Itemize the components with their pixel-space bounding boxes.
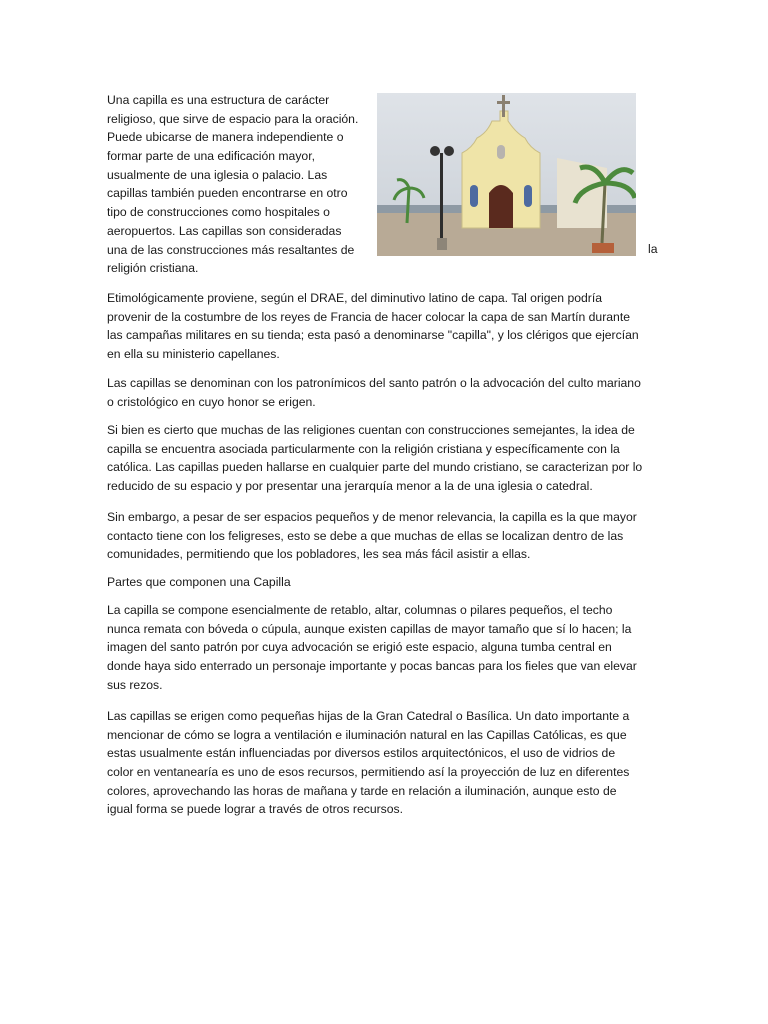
text-line: capilla se encuentra asociada particularmente con la religión cristiana y específicamente con la: [107, 441, 620, 456]
text-line: capillas también pueden encontrarse en otro: [107, 186, 348, 201]
text-line: o cristológico en cuyo honor se erigen.: [107, 394, 316, 409]
text-line: Partes que componen una Capilla: [107, 575, 291, 589]
text-line: las campañas militares en su tienda; esta pasó a denominarse "capilla", y los clérigos que ejercían: [107, 328, 639, 343]
text-line: La capilla se compone esencialmente de retablo, altar, columnas o pilares pequeños, el techo: [107, 603, 613, 617]
parts-paragraph: [107, 601, 667, 694]
text-line: igual forma se puede lograr a través de otros recursos.: [107, 802, 404, 817]
naming-paragraph: [107, 374, 667, 411]
section-heading: [107, 573, 667, 592]
text-line: Puede ubicarse de manera independiente o: [107, 130, 344, 145]
text-line: usualmente de una iglesia o palacio. Las: [107, 167, 328, 182]
text-line: religioso, que sirve de espacio para la oración.: [107, 111, 359, 126]
text-line: donde haya sido enterrado un personaje importante y pocas bancas para los fieles que van elevar: [107, 659, 637, 674]
text-line: Una capilla es una estructura de carácter: [107, 93, 330, 107]
text-line: formar parte de una edificación mayor,: [107, 149, 315, 164]
text-line: religión cristiana.: [107, 261, 199, 276]
etymology-paragraph: [107, 289, 667, 364]
text-line: Etimológicamente proviene, según el DRAE, del diminutivo latino de capa. Tal origen podría: [107, 291, 603, 305]
text-line: tipo de construcciones como hospitales o: [107, 205, 330, 220]
text-line: sus rezos.: [107, 677, 163, 692]
text-line: Las capillas se erigen como pequeñas hijas de la Gran Catedral o Basílica. Un dato importante a: [107, 709, 630, 723]
community-paragraph: [107, 508, 667, 564]
text-line: aeropuertos. Las capillas son consideradas: [107, 223, 342, 238]
text-line: en ella su ministerio capellanes.: [107, 347, 280, 362]
text-line: una de las construcciones más resaltantes de: [107, 242, 355, 257]
chapel-photo: [377, 93, 636, 256]
text-line: católica. Las capillas pueden hallarse en cualquier parte del mundo cristiano, se caracterizan por lo: [107, 460, 643, 475]
light-paragraph: [107, 707, 667, 819]
text-line: colores, aprovechando las horas de mañana y tarde en relación a iluminación, aunque esto de: [107, 783, 617, 798]
text-line: comunidades, permitiendo que los pobladores, les sea más fácil asistir a ellas.: [107, 547, 531, 562]
intro-trailing-word: la: [648, 242, 658, 256]
text-line: estas usualmente están influenciadas por diversos estilos arquitectónicos, el uso de vidrios de: [107, 746, 616, 761]
religion-paragraph: [107, 421, 667, 496]
text-line: reducido de su espacio y por presentar una jerarquía menor a la de una iglesia o catedral.: [107, 479, 593, 494]
text-line: contacto tiene con los feligreses, esto se debe a que muchas de ellas se localizan dentro de las: [107, 528, 624, 543]
text-line: Sin embargo, a pesar de ser espacios pequeños y de menor relevancia, la capilla es la que mayor: [107, 510, 637, 524]
text-line: provenir de la costumbre de los reyes de Francia de hacer colocar la capa de san Martín durante: [107, 309, 630, 324]
text-line: mencionar de cómo se logra a ventilación e iluminación natural en las Capillas Católicas, es que: [107, 727, 627, 742]
text-line: nunca remata con bóveda o cúpula, aunque existen capillas de mayor tamaño que sí lo hacen; la: [107, 621, 632, 636]
text-line: Las capillas se denominan con los patronímicos del santo patrón o la advocación del culto mariano: [107, 376, 641, 390]
text-line: Si bien es cierto que muchas de las religiones cuentan con construcciones semejantes, la idea de: [107, 423, 635, 437]
text-line: color en ventanearía es uno de esos recursos, permitiendo así la proyección de luz en diferentes: [107, 765, 630, 780]
text-line: imagen del santo patrón por cuya advocación se erigió este espacio, alguna tumba central en: [107, 640, 612, 655]
